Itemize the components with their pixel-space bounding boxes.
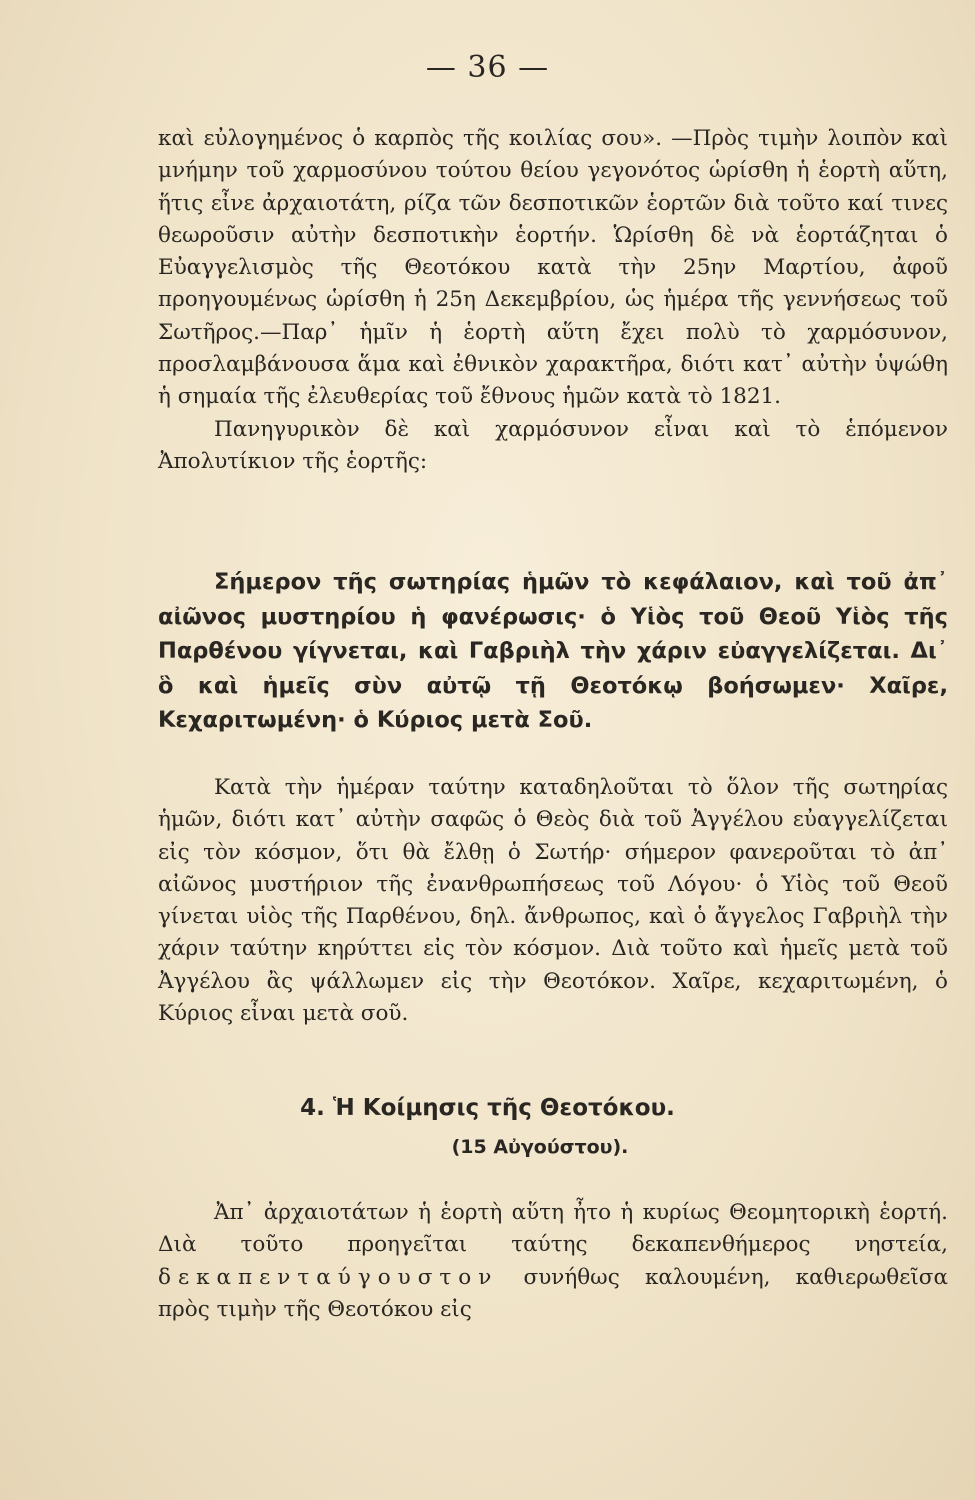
section-title: 4. Ἡ Κοίμησις τῆς Θεοτόκου. [300,1095,675,1121]
paragraph-1: καὶ εὐλογημένος ὁ καρπὸς τῆς κοιλίας σου». —Πρὸς τιμὴν λοιπὸν καὶ μνήμην τοῦ χαρμοσύνου τούτου θείου γεγονότος ὡρίσθη ἡ ἑορτὴ αὕτη, ἥτις εἶνε ἀρχαιοτάτη, ρίζα τῶν δεσποτικῶν ἑορτῶν διὰ τοῦτο καί τινες θεωροῦσιν αὐτὴν δεσποτικὴν ἑορτήν. Ὡρίσθη δὲ νὰ ἑορτάζηται ὁ Εὐαγγελισμὸς τῆς Θεοτόκου κατὰ τὴν 25ην Μαρτίου, ἀφοῦ προηγουμένως ὡρίσθη ἡ 25η Δεκεμβρίου, ὡς ἡμέρα τῆς γεννήσεως τοῦ Σωτῆρος.—Παρ᾽ ἡμῖν ἡ ἑορτὴ αὕτη ἔχει πολὺ τὸ χαρμόσυνον, προσλαμβάνουσα ἅμα καὶ ἐθνικὸν χαρακτῆρα, διότι κατ᾽ αὐτὴν ὑψώθη ἡ σημαία τῆς ἐλευθερίας τοῦ ἔθνους ἡμῶν κατὰ τὸ 1821. [158,126,948,410]
hymn-text: Σήμερον τῆς σωτηρίας ἡμῶν τὸ κεφάλαιον, καὶ τοῦ ἀπ᾽ αἰῶνος μυστηρίου ἡ φανέρωσις· ὁ Υἱὸς τοῦ Θεοῦ Υἱὸς τῆς Παρθένου γίγνεται, καὶ Γαβριὴλ τὴν χάριν εὐαγγελίζεται. Δι᾽ ὃ καὶ ἡμεῖς σὺν αὐτῷ τῇ Θεοτόκῳ βοήσωμεν· Χαῖρε, Κεχαριτωμένη· ὁ Κύριος μετὰ Σοῦ. [158,569,948,733]
apolytikion-hymn [158,565,948,738]
paragraph-4-spaced-word: δεκαπενταύγουστον [158,1264,499,1290]
paragraph-2: Πανηγυρικὸν δὲ καὶ χαρμόσυνον εἶναι καὶ τὸ ἑπόμενον Ἀπολυτίκιον τῆς ἑορτῆς: [158,416,948,474]
paragraph-annunciation [158,123,948,478]
paragraph-4-start: Ἀπ᾽ ἀρχαιοτάτων ἡ ἑορτὴ αὕτη ἦτο ἡ κυρίως Θεομητορικὴ ἑορτή. Διὰ τοῦτο προηγεῖται ταύτης δεκαπενθήμερος νηστεία, [158,1200,948,1258]
paragraph-salvation [158,772,948,1030]
paragraph-4-end: συνήθως καλουμένη, καθιερωθεῖσα πρὸς τιμὴν τῆς Θεοτόκου εἰς [158,1264,948,1322]
section-date: (15 Αὐγούστου). [451,1136,629,1158]
paragraph-4 [158,1197,948,1326]
paragraph-3: Κατὰ τὴν ἡμέραν ταύτην καταδηλοῦται τὸ ὅλον τῆς σωτηρίας ἡμῶν, διότι κατ᾽ αὐτὴν σαφῶς ὁ Θεὸς διὰ τοῦ Ἀγγέλου εὐαγγελίζεται εἰς τὸν κόσμον, ὅτι θὰ ἔλθῃ ὁ Σωτήρ· σήμερον φανεροῦται τὸ ἀπ᾽ αἰῶνος μυστήριον τῆς ἐνανθρωπήσεως τοῦ Λόγου· ὁ Υἱὸς τοῦ Θεοῦ γίνεται υἱὸς τῆς Παρθένου, δηλ. ἄνθρωπος, καὶ ὁ ἄγγελος Γαβριὴλ τὴν χάριν ταύτην κηρύττει εἰς τὸν κόσμον. Διὰ τοῦτο καὶ ἡμεῖς μετὰ τοῦ Ἀγγέλου ἂς ψάλλωμεν εἰς τὴν Θεοτόκον. Χαῖρε, κεχαριτωμένη, ὁ Κύριος εἶναι μετὰ σοῦ. [158,775,948,1027]
paragraph-dormition [158,1197,948,1326]
page-number: — 36 — [425,50,550,85]
